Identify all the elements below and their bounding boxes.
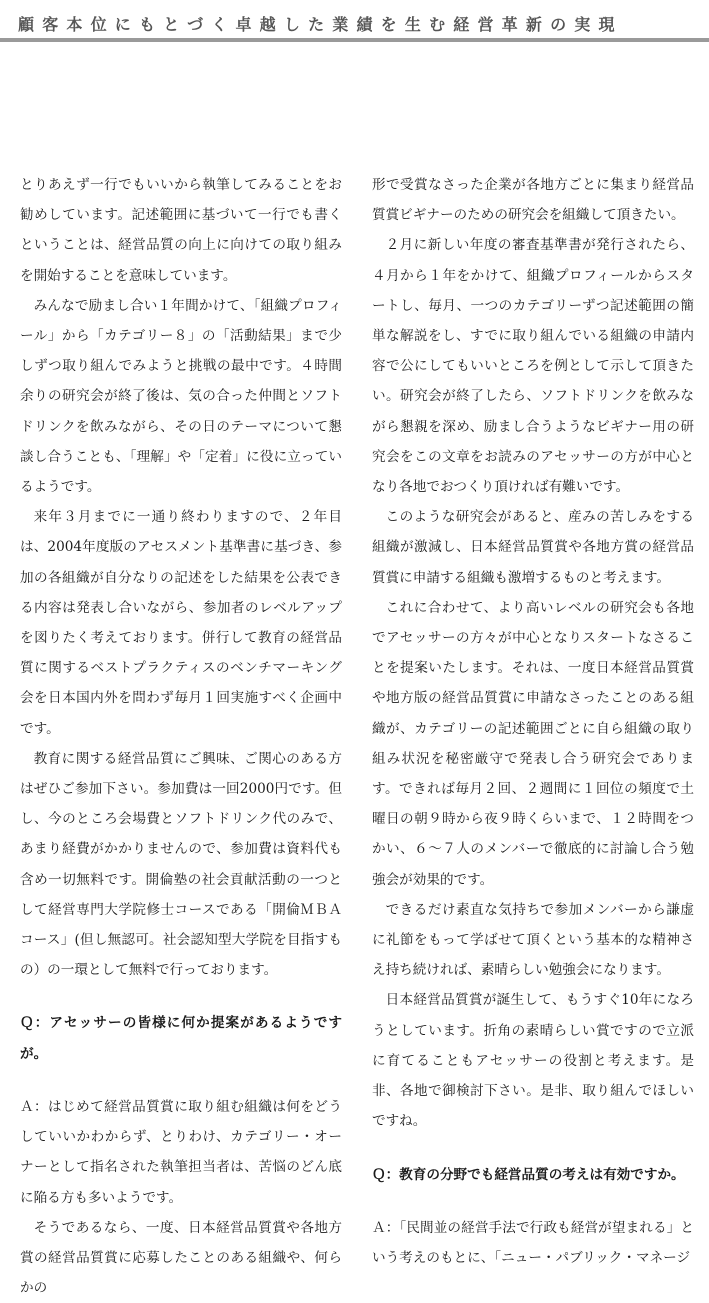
- header-rule: [0, 38, 709, 42]
- section-gap: [20, 985, 342, 1008]
- answer-paragraph: Ａ：「民間並の経営手法で行政も経営が望まれる」という考えのもとに、「ニュー・パブリック・マネージ: [372, 1219, 694, 1266]
- paragraph: 形で受賞なさった企業が各地方ごとに集まり経営品質賞ビギナーのための研究会を組織して頂きたい。: [372, 177, 694, 224]
- paragraph: できるだけ素直な気持ちで参加メンバーから謙虚に礼節をもって学ばせて頂くという基本的な精神さえ持ち続ければ、素晴らしい勉強会になります。: [372, 901, 694, 979]
- paragraph: とりあえず一行でもいいから執筆してみることをお勧めしています。記述範囲に基づいて一行でも書くということは、経営品質の向上に向けての取り組みを開始することを意味しています。: [20, 177, 342, 284]
- running-title: 顧客本位にもとづく卓越した業績を生む経営革新の実現: [18, 15, 623, 34]
- section-gap: [372, 1137, 694, 1160]
- paragraph: 来年３月までに一通り終わりますので、２年目は、2004年度版のアセスメント基準書に基づき、参加の各組織が自分なりの記述をした結果を公表できる内容は発表し合いながら、参加者のレベルアップを図りたく考えております。併行して教育の経営品質に関するベストプラクティスのベンチマーキング会を日本国内外を問わず毎月１回実施すべく企画中です。: [20, 509, 342, 737]
- paragraph: そうであるなら、一度、日本経営品質賞や各地方賞の経営品質賞に応募したことのある組織や、何らかの: [20, 1219, 342, 1297]
- section-gap: [20, 1069, 342, 1092]
- paragraph: 教育に関する経営品質にご興味、ご関心のある方はぜひご参加下さい。参加費は一回2000円です。但し、今のところ会場費とソフトドリンク代のみで、あまり経費がかかりませんので、参加費は資料代も含め一切無料です。開倫塾の社会貢献活動の一つとして経営専門大学院修士コースである「開倫ＭＢＡコース」(但し無認可。社会認知型大学院を目指すもの）の一環として無料で行っております。: [20, 750, 342, 979]
- paragraph: これに合わせて、より高いレベルの研究会も各地でアセッサーの方々が中心となりスタートなさることを提案いたします。それは、一度日本経営品質賞や地方版の経営品質賞に申請なさったことのある組織が、カテゴリーの記述範囲ごとに自ら組織の取り組み状況を秘密厳守で発表し合う研究会であります。できれば毎月２回、２週間に１回位の頻度で土曜日の朝９時から夜９時くらいまで、１２時間をつかい、６～７人のメンバーで徹底的に討論し合う勉強会が効果的です。: [372, 599, 694, 888]
- section-gap: [372, 1190, 694, 1213]
- paragraph: このような研究会があると、産みの苦しみをする組織が激減し、日本経営品質賞や各地方賞の経営品質賞に申請する組織も激増するものと考えます。: [372, 509, 694, 586]
- answer-paragraph: Ａ：はじめて経営品質賞に取り組む組織は何をどうしていいかわからず、とりわけ、カテゴリー・オーナーとして指名された執筆担当者は、苦悩のどん底に陥る方も多いようです。: [20, 1098, 342, 1206]
- question-heading: Ｑ：教育の分野でも経営品質の考えは有効ですか。: [372, 1166, 685, 1183]
- paragraph: みんなで励まし合い１年間かけて、「組織プロフィール」から「カテゴリー８」の「活動結果」まで少しずつ取り組んでみようと挑戦の最中です。４時間余りの研究会が終了後は、気の合った仲間とソフトドリンクを飲みながら、その日のテーマについて懇談し合うことも、「理解」や「定着」に役に立っているようです。: [20, 297, 342, 496]
- question-heading: Ｑ：アセッサーの皆様に何か提案があるようですが。: [20, 1015, 342, 1062]
- right-column: [372, 170, 694, 1273]
- left-column: [20, 170, 342, 1303]
- paragraph: 日本経営品質賞が誕生して、もうすぐ10年になろうとしています。折角の素晴らしい賞ですので立派に育てることもアセッサーの役割と考えます。是非、各地で御検討下さい。是非、取り組んでほしいですね。: [372, 992, 694, 1130]
- paragraph: ２月に新しい年度の審査基準書が発行されたら、４月から１年をかけて、組織プロフィールからスタートし、毎月、一つのカテゴリーずつ記述範囲の簡単な解説をし、すでに取り組んでいる組織の申請内容で公にしてもいいところを例として示して頂きたい。研究会が終了したら、ソフトドリンクを飲みながら懇親を深め、励まし合うようなビギナー用の研究会をこの文章をお読みのアセッサーの方が中心となり各地でおつくり頂ければ有難いです。: [372, 237, 694, 496]
- page-header: [0, 0, 709, 44]
